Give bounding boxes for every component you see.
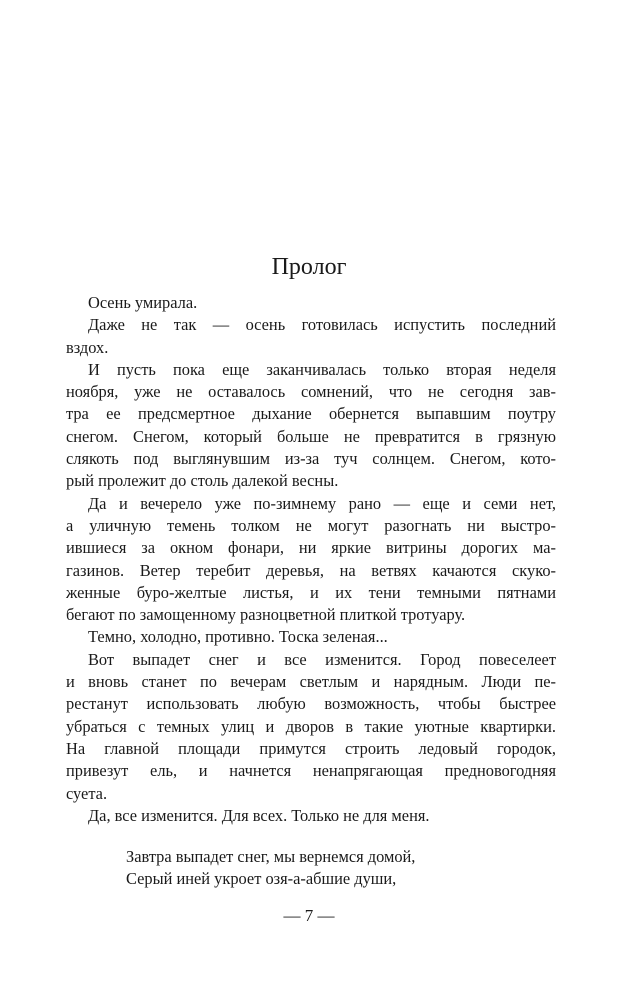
text-line: Осень умирала.: [88, 293, 198, 312]
text-line: убраться с темных улиц и дворов в такие уютные квартирки.: [66, 716, 556, 736]
body-text: [66, 292, 556, 827]
text-line: газинов. Ветер теребит деревья, на ветвях качаются скуко-: [66, 560, 556, 580]
text-line: вздох.: [66, 337, 109, 357]
text-line: рестанут использовать любую возможность, чтобы быстрее: [66, 694, 556, 714]
text-line: И пусть пока еще заканчивалась только вторая неделя: [88, 359, 556, 379]
text-line: рый пролежит до столь далекой весны.: [66, 471, 339, 491]
text-line: Вот выпадет снег и все изменится. Город повеселеет: [88, 649, 556, 669]
page-number: — 7 —: [283, 906, 335, 925]
text-line: ившиеся за окном фонари, ни яркие витрины дорогих ма-: [66, 538, 556, 558]
text-line: привезут ель, и начнется ненапрягающая предновогодняя: [66, 761, 556, 781]
paragraph-7: [66, 805, 556, 827]
text-line: Темно, холодно, противно. Тоска зеленая...: [88, 627, 388, 647]
paragraph-1: [66, 292, 556, 314]
text-line: Да, все изменится. Для всех. Только не для меня.: [88, 805, 430, 825]
verse-epigraph: [126, 846, 546, 891]
paragraph-4: [66, 493, 556, 627]
text-line: Да и вечерело уже по-зимнему рано — еще и семи нет,: [88, 493, 556, 513]
paragraph-3: [66, 359, 556, 493]
paragraph-2: [66, 314, 556, 359]
text-line: тра ее предсмертное дыхание обернется выпавшим поутру: [66, 404, 556, 424]
text-line: бегают по замощенному разноцветной плиткой тротуару.: [66, 605, 466, 625]
text-line: и вновь станет по вечерам светлым и нарядным. Люди пе-: [66, 672, 556, 692]
text-line: На главной площади примутся строить ледовый городок,: [66, 738, 556, 758]
text-line: ноября, уже не оставалось сомнений, что не сегодня зав-: [66, 382, 556, 402]
text-line: слякоть под выглянувшим из-за туч солнцем. Снегом, кото-: [66, 449, 556, 469]
text-line: Даже не так — осень готовилась испустить последний: [88, 315, 556, 335]
paragraph-6: [66, 649, 556, 805]
text-line: суета.: [66, 783, 108, 803]
chapter-title: Пролог: [271, 254, 347, 280]
text-line: снегом. Снегом, который больше не превратится в грязную: [66, 426, 556, 446]
verse-line: Завтра выпадет снег, мы вернемся домой,: [126, 847, 416, 866]
text-line: а уличную темень толком не могут разогнать ни выстро-: [66, 515, 556, 535]
paragraph-5: [66, 626, 556, 648]
text-line: женные буро-желтые листья, и их тени темными пятнами: [66, 582, 556, 602]
verse-line: Серый иней укроет озя-а-абшие души,: [126, 869, 397, 889]
